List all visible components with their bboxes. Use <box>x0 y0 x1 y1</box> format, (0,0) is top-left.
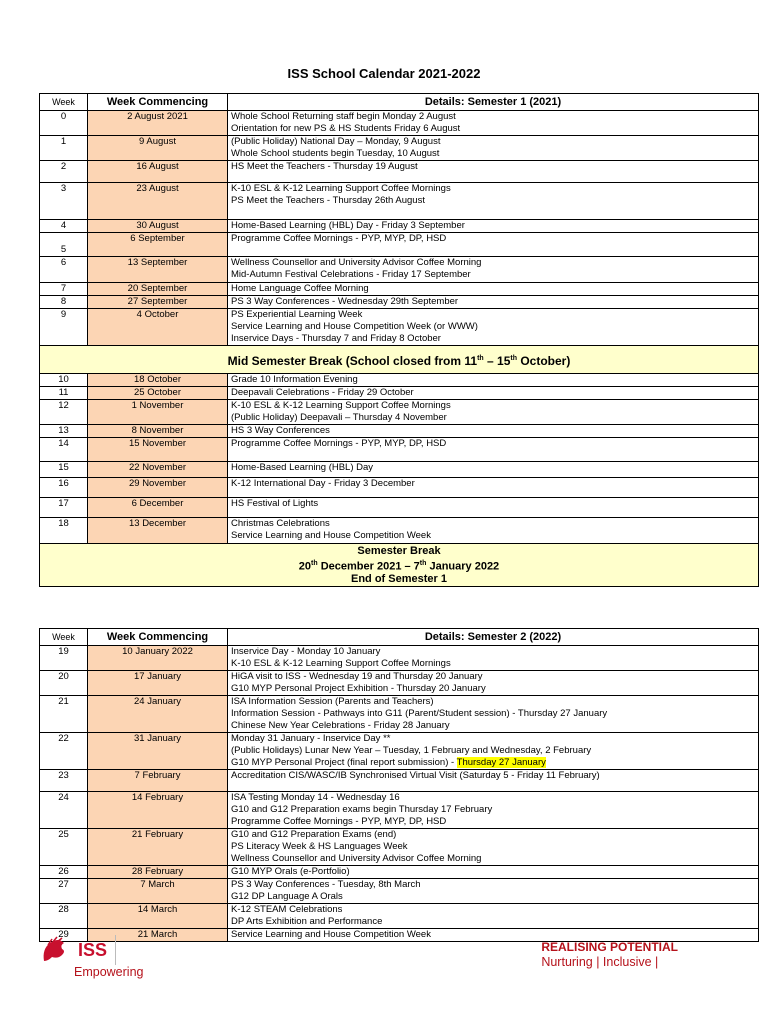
table-row <box>40 462 759 478</box>
table-row <box>40 257 759 283</box>
week-details <box>228 309 759 346</box>
detail-line: Deepavali Celebrations - Friday 29 October <box>231 387 414 398</box>
week-commencing-date: 8 November <box>88 425 228 438</box>
mid-break-text3: October) <box>517 353 571 368</box>
iss-logo <box>40 935 160 983</box>
week-details <box>228 518 759 544</box>
sb-date-c: January 2022 <box>426 560 500 573</box>
week-number: 6 <box>40 257 88 283</box>
week-number: 7 <box>40 283 88 296</box>
detail-line: Orientation for new PS & HS Students Friday 6 August <box>231 123 461 134</box>
week-commencing-date: 13 December <box>88 518 228 544</box>
week-number: 17 <box>40 498 88 518</box>
semester-break-dates <box>40 558 758 573</box>
detail-line: HiGA visit to ISS - Wednesday 19 and Thursday 20 January <box>231 671 483 682</box>
table-row <box>40 233 759 257</box>
week-number: 25 <box>40 829 88 866</box>
week-number: 0 <box>40 111 88 136</box>
table-row <box>40 111 759 136</box>
week-details <box>228 671 759 696</box>
detail-line: Programme Coffee Mornings - PYP, MYP, DP, HSD <box>231 233 447 244</box>
mid-break-sup2: th <box>510 354 517 362</box>
table-row <box>40 770 759 792</box>
detail-line: (Public Holidays) Lunar New Year – Tuesday, 1 February and Wednesday, 2 February <box>231 745 592 756</box>
detail-line: Whole School students begin Tuesday, 10 August <box>231 148 440 159</box>
mid-break-text: Mid Semester Break (School closed from 11 <box>227 353 478 368</box>
table-row <box>40 904 759 929</box>
week-details <box>228 770 759 792</box>
table-row <box>40 518 759 544</box>
week-details <box>228 696 759 733</box>
week-details <box>228 111 759 136</box>
table-row <box>40 733 759 770</box>
table-row <box>40 136 759 161</box>
table-row <box>40 374 759 387</box>
semester-break-row <box>40 544 759 587</box>
week-details <box>228 438 759 462</box>
week-number: 12 <box>40 400 88 425</box>
detail-line: (Public Holiday) National Day – Monday, 9 August <box>231 136 441 147</box>
semester-break-title: Semester Break <box>357 545 441 557</box>
week-number: 15 <box>40 462 88 478</box>
detail-line: Mid-Autumn Festival Celebrations - Friday 17 September <box>231 269 471 280</box>
detail-line: HS 3 Way Conferences <box>231 425 330 436</box>
table-row <box>40 696 759 733</box>
week-number: 21 <box>40 696 88 733</box>
semester-1-rows <box>40 111 759 346</box>
week-commencing-date: 6 September <box>88 233 228 257</box>
week-number: 11 <box>40 387 88 400</box>
detail-line: K-10 ESL & K-12 Learning Support Coffee Mornings <box>231 400 451 411</box>
details-header-2: Details: Semester 2 (2022) <box>228 629 759 646</box>
week-details <box>228 929 759 942</box>
detail-line: Wellness Counsellor and University Advisor Coffee Morning <box>231 257 482 268</box>
semester-1-rows-continued <box>40 374 759 544</box>
week-commencing-date: 21 March <box>88 929 228 942</box>
detail-line: Wellness Counsellor and University Advisor Coffee Morning <box>231 853 482 864</box>
detail-line: G12 DP Language A Orals <box>231 891 343 902</box>
week-number: 2 <box>40 161 88 183</box>
table-row <box>40 425 759 438</box>
detail-line: Home-Based Learning (HBL) Day <box>231 462 374 473</box>
detail-line: G10 and G12 Preparation exams begin Thursday 17 February <box>231 804 493 815</box>
table-row <box>40 220 759 233</box>
detail-line: ISA Testing Monday 14 - Wednesday 16 <box>231 792 400 803</box>
week-details <box>228 733 759 770</box>
page-title: ISS School Calendar 2021-2022 <box>287 66 481 81</box>
week-commencing-date: 17 January <box>88 671 228 696</box>
week-commencing-date: 18 October <box>88 374 228 387</box>
week-number: 13 <box>40 425 88 438</box>
week-number: 29 <box>40 929 88 942</box>
week-commencing-date: 13 September <box>88 257 228 283</box>
sb-date-b: December 2021 – 7 <box>317 560 420 573</box>
week-number: 8 <box>40 296 88 309</box>
week-number: 5 <box>40 233 88 257</box>
table-row <box>40 161 759 183</box>
detail-line: Service Learning and House Competition Week (or WWW) <box>231 321 478 332</box>
detail-line: Programme Coffee Mornings - PYP, MYP, DP, HSD <box>231 438 447 449</box>
week-commencing-date: 6 December <box>88 498 228 518</box>
table-row <box>40 829 759 866</box>
semester-2-table <box>39 628 759 942</box>
week-commencing-date: 30 August <box>88 220 228 233</box>
week-details <box>228 387 759 400</box>
detail-line: Programme Coffee Mornings - PYP, MYP, DP, HSD <box>231 816 447 827</box>
table-row <box>40 478 759 498</box>
week-number: 19 <box>40 646 88 671</box>
sb-date-a: 20 <box>298 560 312 573</box>
week-details <box>228 646 759 671</box>
detail-line: HS Meet the Teachers - Thursday 19 August <box>231 161 418 172</box>
week-commencing-date: 20 September <box>88 283 228 296</box>
detail-line: G10 MYP Personal Project Exhibition - Thursday 20 January <box>231 683 486 694</box>
week-commencing-date: 14 February <box>88 792 228 829</box>
week-details <box>228 233 759 257</box>
detail-line: K-10 ESL & K-12 Learning Support Coffee Mornings <box>231 658 451 669</box>
detail-line: G10 MYP Orals (e-Portfolio) <box>231 866 350 877</box>
week-commencing-date: 21 February <box>88 829 228 866</box>
table-row <box>40 792 759 829</box>
table-row <box>40 498 759 518</box>
week-commencing-date: 29 November <box>88 478 228 498</box>
highlighted-date: Thursday 27 January <box>456 757 546 768</box>
detail-line: DP Arts Exhibition and Performance <box>231 916 383 927</box>
table-header-2 <box>40 629 759 646</box>
week-commencing-date: 24 January <box>88 696 228 733</box>
detail-line: G10 and G12 Preparation Exams (end) <box>231 829 397 840</box>
week-number: 22 <box>40 733 88 770</box>
week-number: 10 <box>40 374 88 387</box>
week-number: 23 <box>40 770 88 792</box>
detail-line: Inservice Day - Monday 10 January <box>231 646 381 657</box>
week-commencing-date: 23 August <box>88 183 228 220</box>
detail-line: ISA Information Session (Parents and Teachers) <box>231 696 434 707</box>
commencing-header-2: Week Commencing <box>88 629 228 646</box>
detail-line: Service Learning and House Competition Week <box>231 929 431 940</box>
week-details <box>228 400 759 425</box>
week-details <box>228 296 759 309</box>
mid-break-text2: – 15 <box>483 353 511 368</box>
table-row <box>40 283 759 296</box>
detail-line: PS 3 Way Conferences - Wednesday 29th September <box>231 296 459 307</box>
week-number: 28 <box>40 904 88 929</box>
week-details <box>228 425 759 438</box>
detail-line: PS 3 Way Conferences - Tuesday, 8th March <box>231 879 421 890</box>
nurturing-inclusive: Nurturing | Inclusive | <box>541 955 659 969</box>
week-details <box>228 478 759 498</box>
week-details <box>228 136 759 161</box>
table-row <box>40 400 759 425</box>
detail-line: Home-Based Learning (HBL) Day - Friday 3 September <box>231 220 465 231</box>
semester-1-table <box>39 93 759 587</box>
tagline-left: Empowering <box>74 965 144 979</box>
week-number: 27 <box>40 879 88 904</box>
table-row <box>40 296 759 309</box>
week-commencing-date: 7 February <box>88 770 228 792</box>
detail-line: Christmas Celebrations <box>231 518 330 529</box>
detail-line: PS Literacy Week & HS Languages Week <box>231 841 408 852</box>
week-number: 14 <box>40 438 88 462</box>
mid-break-sup1: th <box>477 354 484 362</box>
week-number: 26 <box>40 866 88 879</box>
week-details <box>228 866 759 879</box>
week-commencing-date: 4 October <box>88 309 228 346</box>
week-commencing-date: 14 March <box>88 904 228 929</box>
week-commencing-date: 25 October <box>88 387 228 400</box>
week-details <box>228 792 759 829</box>
sb-sup1: th <box>311 559 318 567</box>
week-details <box>228 879 759 904</box>
week-commencing-date: 9 August <box>88 136 228 161</box>
table-row <box>40 646 759 671</box>
week-details <box>228 161 759 183</box>
detail-line: Chinese New Year Celebrations - Friday 28 January <box>231 720 450 731</box>
table-row <box>40 387 759 400</box>
detail-line: Inservice Days - Thursday 7 and Friday 8 October <box>231 333 441 344</box>
mid-semester-break-row <box>40 346 759 374</box>
detail-line: Monday 31 January - Inservice Day ** <box>231 733 391 744</box>
week-details <box>228 498 759 518</box>
details-header: Details: Semester 1 (2021) <box>228 94 759 111</box>
week-number: 1 <box>40 136 88 161</box>
table-row <box>40 866 759 879</box>
week-details <box>228 183 759 220</box>
table-header <box>40 94 759 111</box>
week-commencing-date: 31 January <box>88 733 228 770</box>
detail-line: PS Meet the Teachers - Thursday 26th August <box>231 195 425 206</box>
commencing-header: Week Commencing <box>88 94 228 111</box>
detail-line: Service Learning and House Competition Week <box>231 530 431 541</box>
detail-line: Accreditation CIS/WASC/IB Synchronised Virtual Visit (Saturday 5 - Friday 11 February) <box>231 770 600 781</box>
footer-tagline <box>541 940 678 969</box>
logo-divider <box>115 935 116 965</box>
week-number: 3 <box>40 183 88 220</box>
detail-line: HS Festival of Lights <box>231 498 319 509</box>
week-commencing-date: 1 November <box>88 400 228 425</box>
week-number: 18 <box>40 518 88 544</box>
week-details <box>228 283 759 296</box>
table-row <box>40 183 759 220</box>
week-commencing-date: 10 January 2022 <box>88 646 228 671</box>
table-row <box>40 879 759 904</box>
table-row <box>40 438 759 462</box>
week-commencing-date: 2 August 2021 <box>88 111 228 136</box>
week-number: 4 <box>40 220 88 233</box>
mid-semester-break <box>40 346 759 374</box>
table-row <box>40 671 759 696</box>
week-header-2: Week <box>40 629 88 646</box>
detail-line: K-12 International Day - Friday 3 December <box>231 478 415 489</box>
week-details <box>228 257 759 283</box>
detail-line-text: G10 MYP Personal Project (final report submission) - <box>231 757 457 768</box>
week-details <box>228 904 759 929</box>
detail-line: K-10 ESL & K-12 Learning Support Coffee Mornings <box>231 183 451 194</box>
detail-line: Information Session - Pathways into G11 (Parent/Student session) - Thursday 27 January <box>231 708 608 719</box>
week-number: 20 <box>40 671 88 696</box>
week-commencing-date: 22 November <box>88 462 228 478</box>
week-commencing-date: 7 March <box>88 879 228 904</box>
realising-potential: REALISING POTENTIAL <box>541 940 678 954</box>
detail-line: Home Language Coffee Morning <box>231 283 369 294</box>
detail-line: (Public Holiday) Deepavali – Thursday 4 November <box>231 412 447 423</box>
week-details <box>228 220 759 233</box>
week-commencing-date: 16 August <box>88 161 228 183</box>
week-number: 24 <box>40 792 88 829</box>
week-commencing-date: 15 November <box>88 438 228 462</box>
logo-text: ISS <box>78 940 108 960</box>
semester-2-rows <box>40 646 759 942</box>
table-row <box>40 309 759 346</box>
week-number: 9 <box>40 309 88 346</box>
week-details <box>228 829 759 866</box>
semester-break <box>40 544 759 587</box>
detail-line: Whole School Returning staff begin Monday 2 August <box>231 111 456 122</box>
week-commencing-date: 27 September <box>88 296 228 309</box>
detail-line: K-12 STEAM Celebrations <box>231 904 343 915</box>
sb-sup2: th <box>419 559 427 567</box>
end-of-semester: End of Semester 1 <box>351 572 447 585</box>
detail-line: Grade 10 Information Evening <box>231 374 358 385</box>
detail-line <box>231 757 755 769</box>
week-details <box>228 462 759 478</box>
week-number: 16 <box>40 478 88 498</box>
week-details <box>228 374 759 387</box>
detail-line: PS Experiential Learning Week <box>231 309 363 320</box>
week-commencing-date: 28 February <box>88 866 228 879</box>
week-header: Week <box>40 94 88 111</box>
